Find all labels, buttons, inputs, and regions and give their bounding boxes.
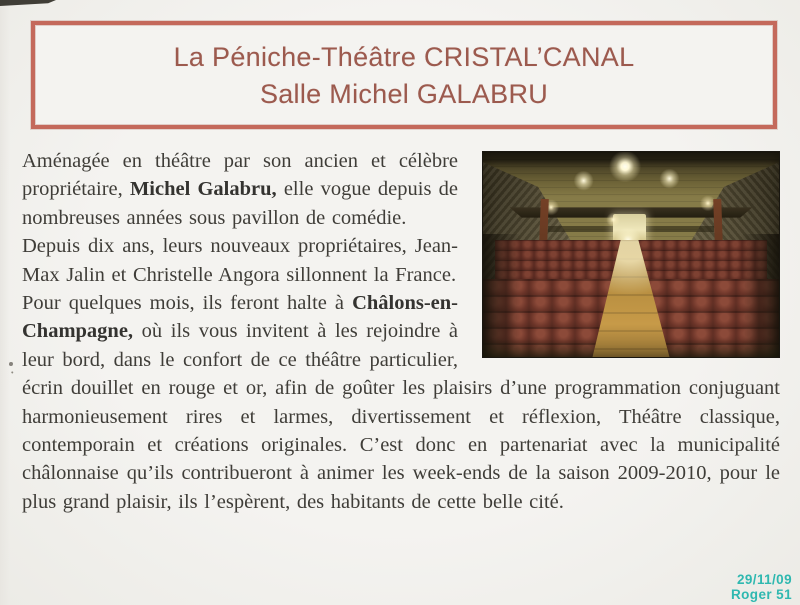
paragraph-3-text: Pour quelques mois, ils feront halte à: [22, 292, 353, 315]
title-box: [31, 21, 777, 129]
signature-name: Roger 51: [731, 586, 792, 602]
document-subtitle: Salle Michel GALABRU: [259, 78, 549, 109]
highlight-chalons-en-champagne: Châlons-en-Champagne,: [22, 292, 458, 343]
scan-ink-mark: [9, 362, 14, 367]
paragraph-3-text-end: où ils vous invitent à les rejoindre à leur bord, dans le confort de ce théâtre particulier, écrin douillet en rouge et or, afin de goûter les plaisirs d’une programmation conjuguant harmonieusement rires et larmes, divertissement et réflexion, Théâtre classique, contemporain et créations originales. C’est donc en partenariat avec la municipalité châlonnaise qu’ils contribueront à animer les week-ends de la saison 2009-2010, pour le plus grand plaisir, ils l’espèrent, des habitants de cette belle cité.: [22, 320, 780, 513]
signature-stamp: [731, 573, 792, 602]
signature-date: 29/11/09: [736, 572, 792, 587]
paragraph-2-text: Depuis dix ans, leurs nouveaux propriétaires, Jean-Max Jalin et Christelle Angora sillonnent la France.: [22, 235, 458, 286]
scan-artifact-top-left: [0, 0, 56, 6]
theatre-photo: [482, 151, 780, 358]
highlight-michel-galabru: Michel Galabru,: [129, 178, 277, 201]
document-title: La Péniche-Théâtre CRISTAL’CANAL: [173, 41, 635, 72]
paragraph-1-text-end: elle vogue depuis de nombreuses années sous pavillon de comédie.: [22, 178, 458, 229]
paragraph-1-text: Aménagée en théâtre par son ancien et célèbre propriétaire,: [22, 150, 458, 201]
photo-vignette: [483, 152, 779, 357]
article-body: [22, 147, 780, 516]
